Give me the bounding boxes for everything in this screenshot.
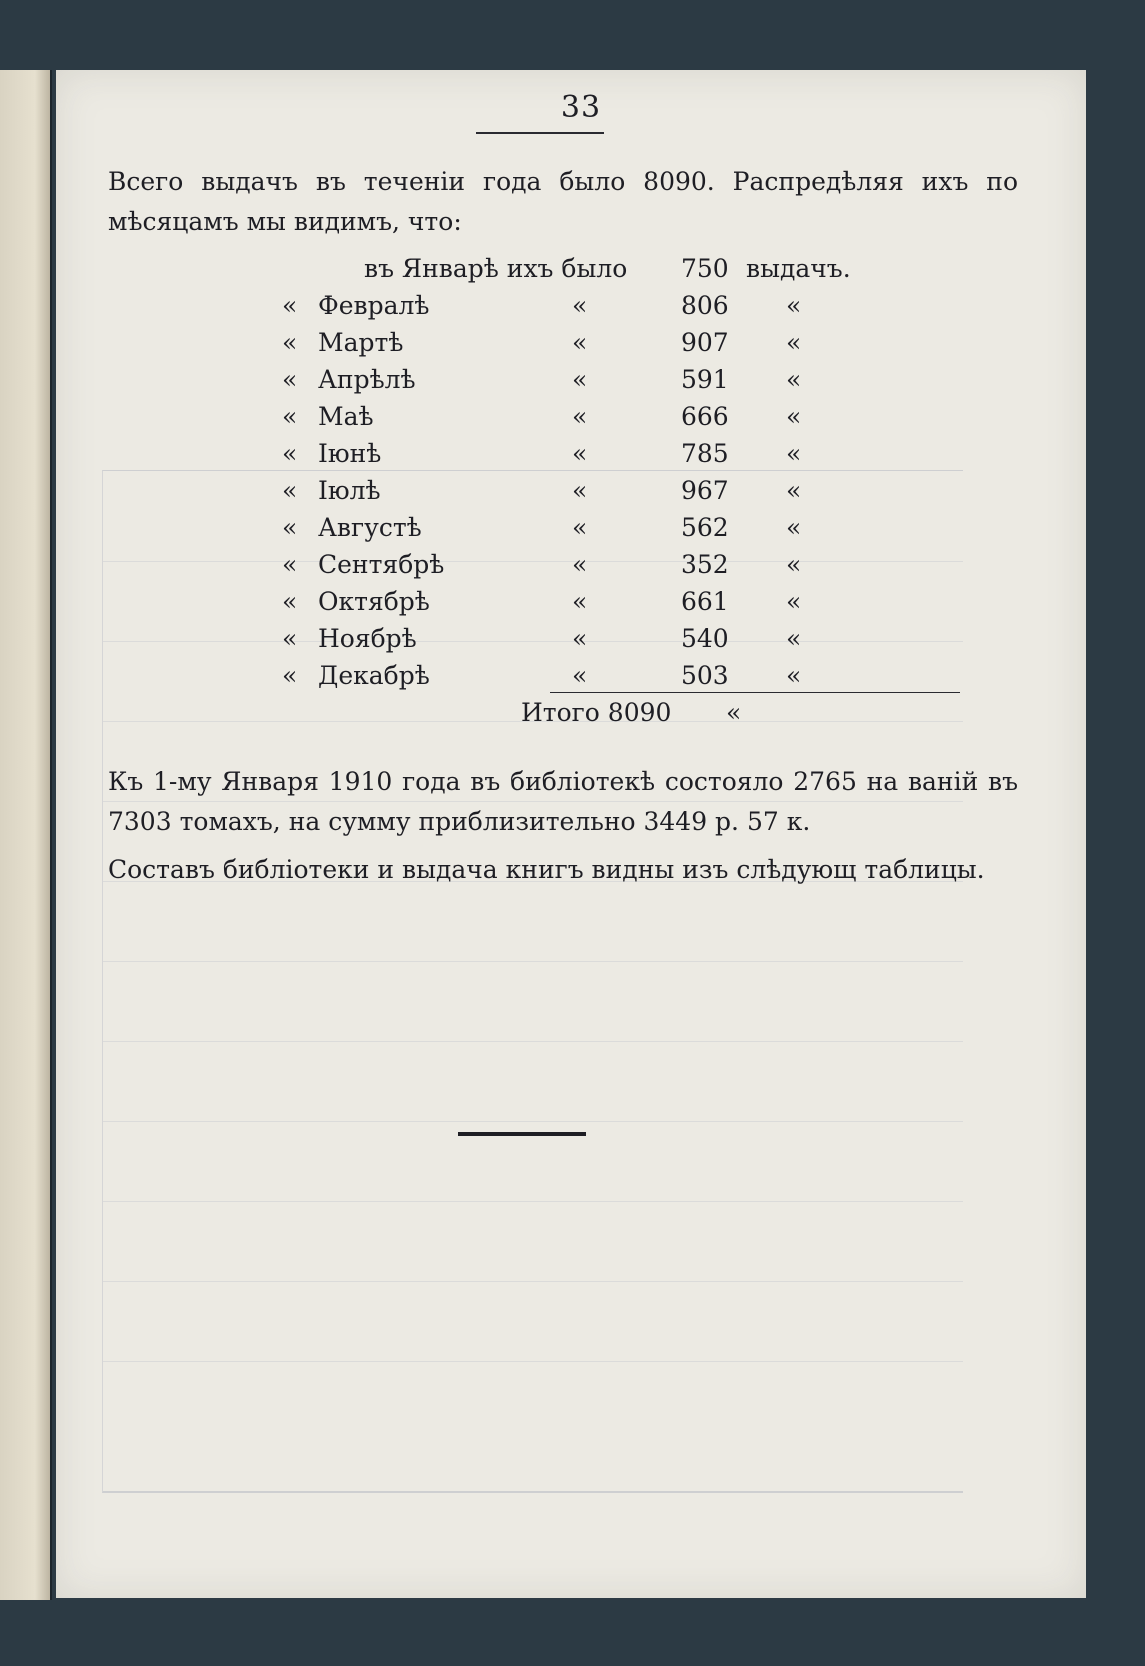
month-value: 352 [681, 550, 729, 579]
month-row-january [256, 254, 851, 291]
ditto-mark: « [282, 513, 298, 542]
month-value: 562 [681, 513, 729, 542]
month-row [256, 439, 816, 476]
month-name: Октябрѣ [318, 587, 430, 616]
composition-paragraph: Составъ библiотеки и выдача книгъ видны изъ слѣдующ таблицы. [108, 855, 985, 884]
ditto-mark: « [786, 328, 802, 357]
ditto-mark: « [572, 513, 588, 542]
ditto-mark: « [786, 587, 802, 616]
ditto-mark: « [282, 402, 298, 431]
total-value: 8090 [607, 698, 672, 727]
month-row [256, 476, 816, 513]
ditto-mark: « [786, 439, 802, 468]
ditto-mark: « [282, 624, 298, 653]
ditto-mark: « [786, 661, 802, 690]
month-name: Сентябрѣ [318, 550, 445, 579]
month-name: Iюлѣ [318, 476, 381, 505]
month-name: Декабрѣ [318, 661, 430, 690]
page-number: 33 [560, 90, 602, 125]
month-row [256, 365, 816, 402]
ditto-mark: « [572, 402, 588, 431]
ditto-mark: « [786, 402, 802, 431]
month-name: Апрѣлѣ [318, 365, 416, 394]
page-number-rule [476, 132, 604, 134]
month-row [256, 291, 816, 328]
ditto-mark: « [572, 587, 588, 616]
monthly-issues-list [256, 254, 851, 698]
month-value: 591 [681, 365, 729, 394]
ditto-mark: « [282, 661, 298, 690]
ditto-mark: « [282, 587, 298, 616]
ditto-mark: « [572, 291, 588, 320]
month-row [256, 550, 816, 587]
month-value: 503 [681, 661, 729, 690]
ditto-mark: « [726, 698, 742, 727]
issues-unit: выдачъ. [746, 254, 851, 283]
ditto-mark: « [572, 476, 588, 505]
document-page [56, 70, 1086, 1598]
month-row [256, 402, 816, 439]
ditto-mark: « [572, 365, 588, 394]
ditto-mark: « [786, 365, 802, 394]
month-value: 540 [681, 624, 729, 653]
month-row [256, 624, 816, 661]
intro-paragraph: Всего выдачъ въ теченiи года было 8090. Распредѣляя ихъ по мѣсяцамъ мы видимъ, что: [108, 167, 1018, 236]
total-row [521, 698, 742, 727]
month-row [256, 513, 816, 550]
ditto-mark: « [572, 439, 588, 468]
ditto-mark: « [282, 476, 298, 505]
month-row [256, 328, 816, 365]
month-row [256, 587, 816, 624]
sum-rule [550, 692, 960, 693]
month-name: Маѣ [318, 402, 374, 431]
ditto-mark: « [786, 513, 802, 542]
ditto-mark: « [282, 291, 298, 320]
month-name: Августѣ [318, 513, 422, 542]
ditto-mark: « [282, 365, 298, 394]
ditto-mark: « [786, 550, 802, 579]
january-phrase: въ Январѣ ихъ было [364, 254, 628, 283]
month-name: Февралѣ [318, 291, 430, 320]
ditto-mark: « [786, 291, 802, 320]
ditto-mark: « [282, 439, 298, 468]
adjacent-page-edge [0, 70, 52, 1600]
ditto-mark: « [282, 328, 298, 357]
holdings-paragraph: Къ 1-му Января 1910 года въ библiотекѣ состояло 2765 на ванiй въ 7303 томахъ, на сумму приблизительно 3449 р. 57 к. [108, 767, 1018, 836]
ditto-mark: « [786, 624, 802, 653]
ditto-mark: « [572, 661, 588, 690]
ditto-mark: « [572, 624, 588, 653]
ditto-mark: « [786, 476, 802, 505]
month-value: 661 [681, 587, 729, 616]
ditto-mark: « [282, 550, 298, 579]
month-name: Iюнѣ [318, 439, 382, 468]
end-rule [458, 1132, 586, 1136]
month-value: 785 [681, 439, 729, 468]
month-value: 967 [681, 476, 729, 505]
month-value: 806 [681, 291, 729, 320]
january-value: 750 [681, 254, 729, 283]
ditto-mark: « [572, 328, 588, 357]
month-name: Мартѣ [318, 328, 404, 357]
month-value: 907 [681, 328, 729, 357]
month-value: 666 [681, 402, 729, 431]
month-name: Ноябрѣ [318, 624, 417, 653]
ditto-mark: « [572, 550, 588, 579]
total-label: Итого [521, 698, 600, 727]
